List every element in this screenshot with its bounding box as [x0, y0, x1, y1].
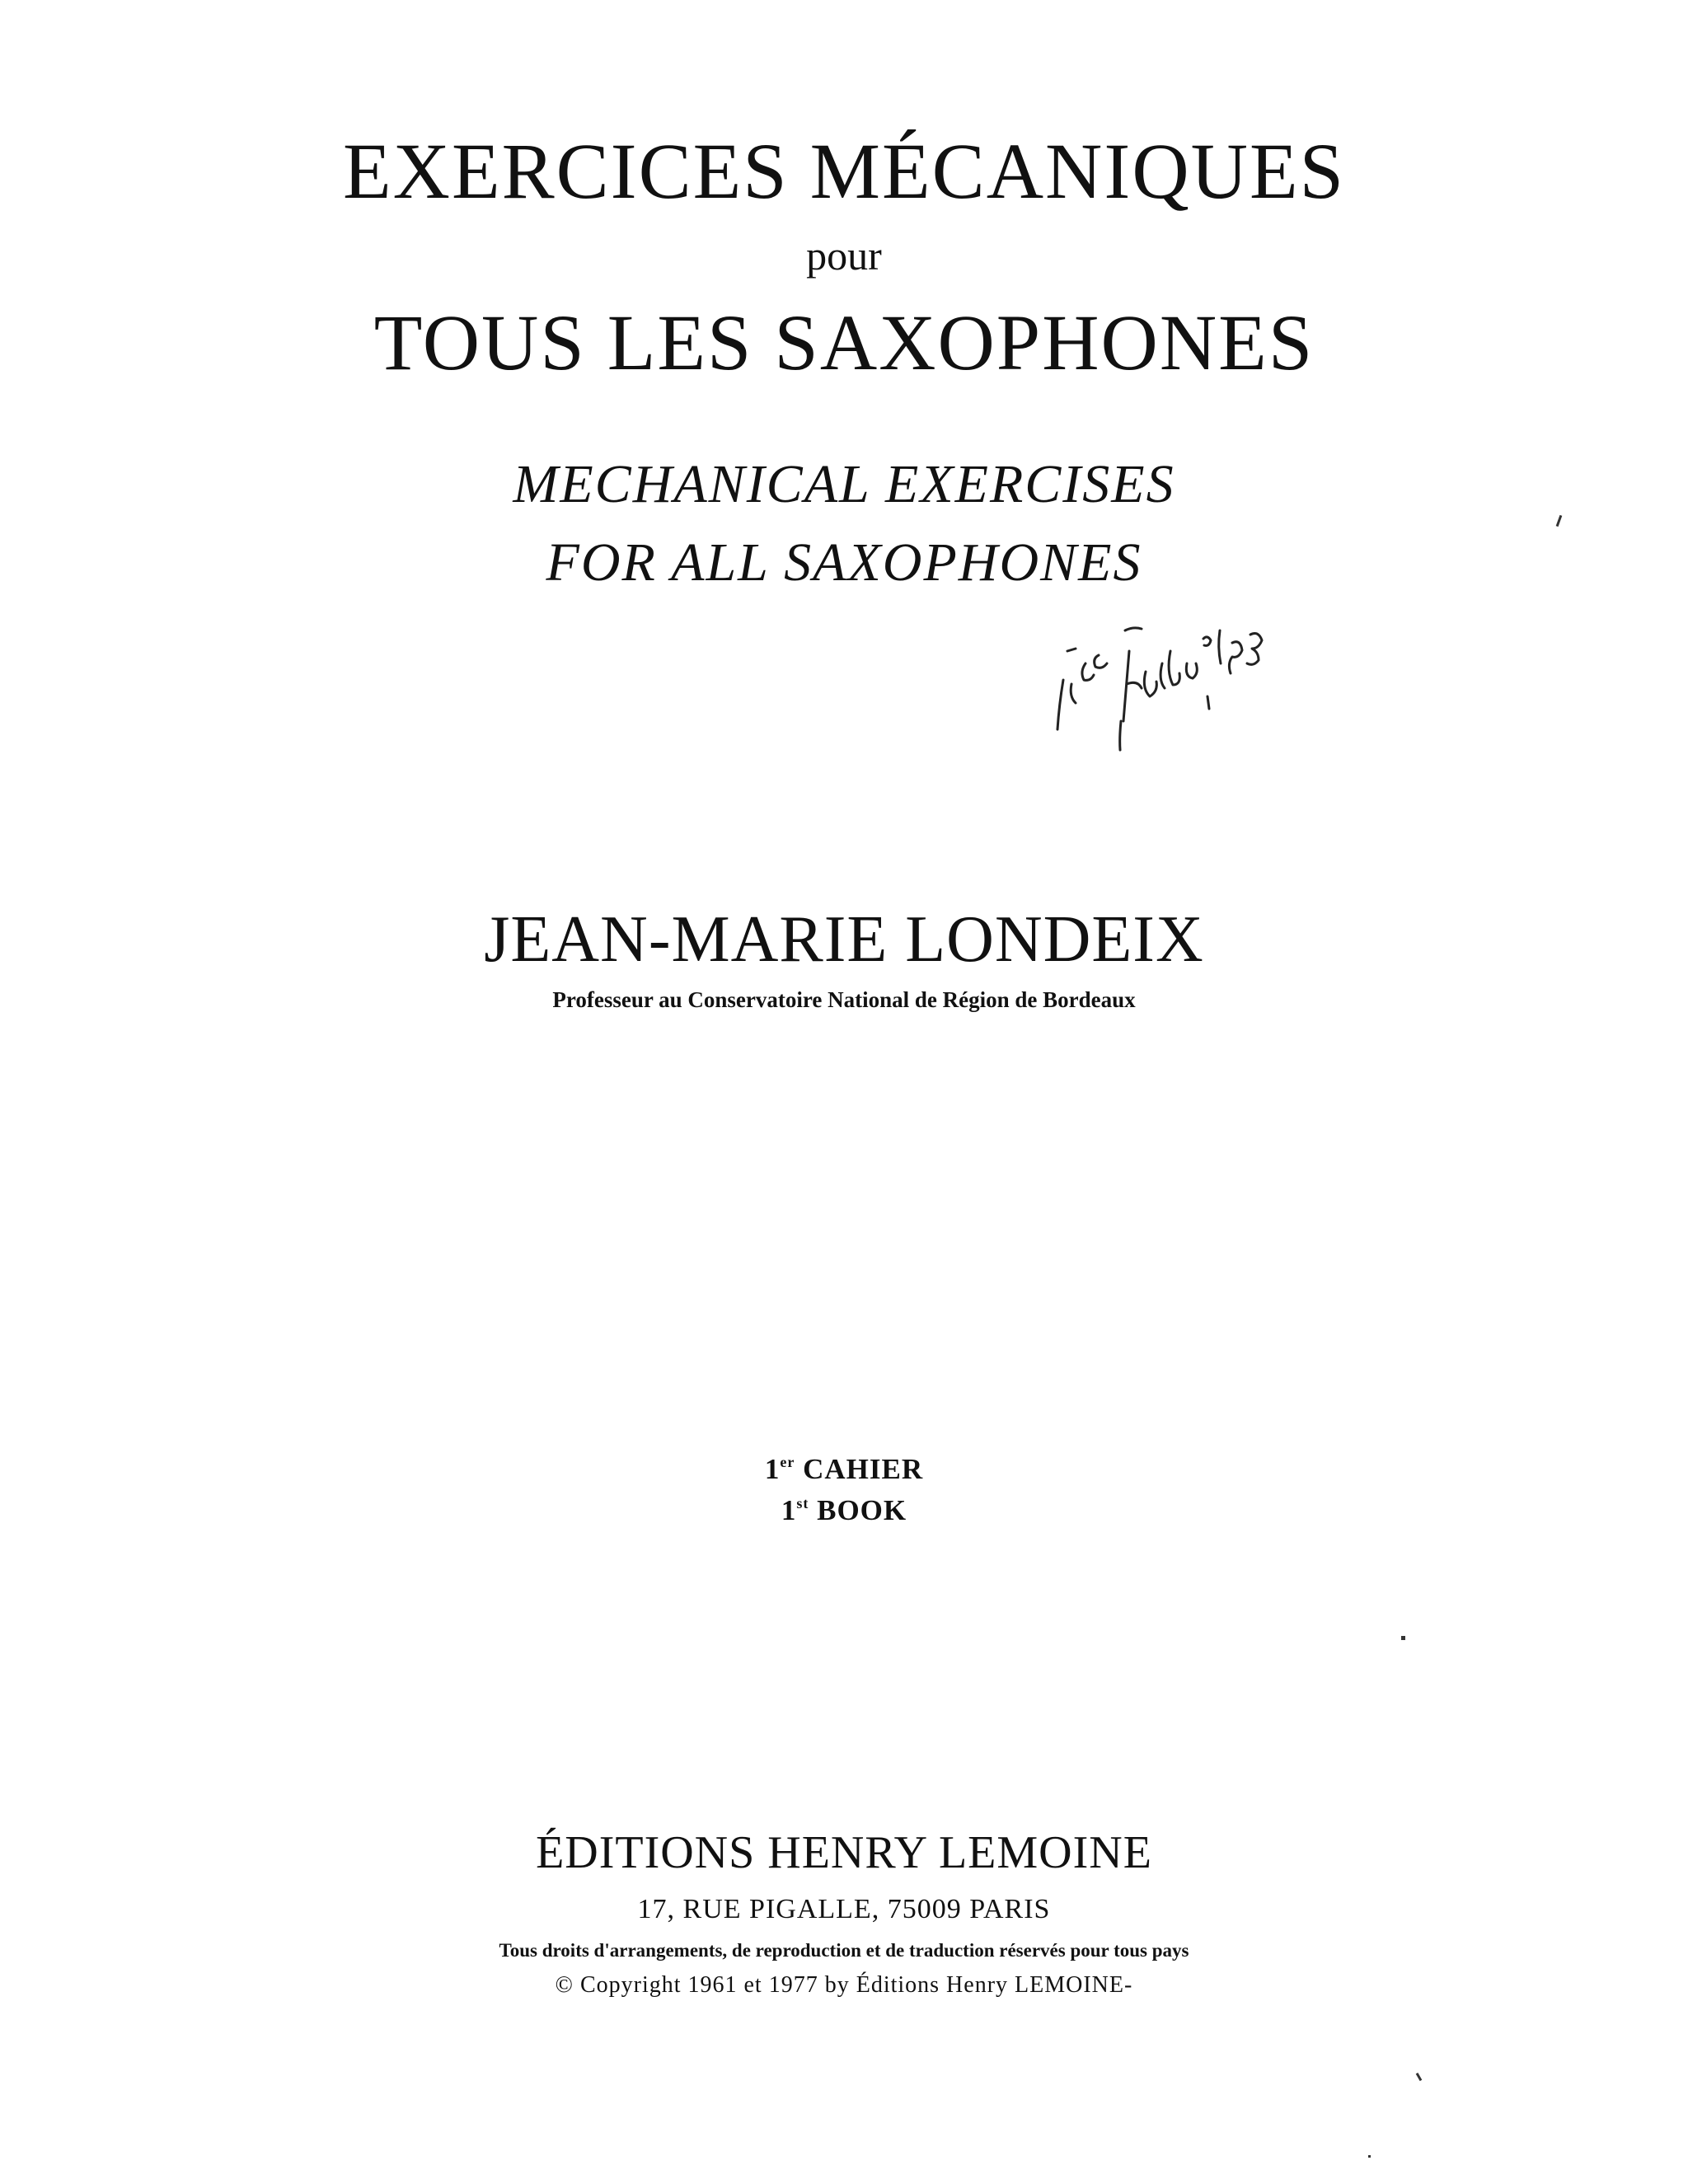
publisher-address: 17, RUE PIGALLE, 75009 PARIS	[637, 1894, 1051, 1924]
book-fr-number: 1	[764, 1453, 781, 1485]
book-fr-superscript: er	[780, 1454, 795, 1470]
publisher-name: ÉDITIONS HENRY LEMOINE	[536, 1827, 1152, 1878]
book-en-label: BOOK	[817, 1494, 907, 1526]
book-fr-label: CAHIER	[803, 1453, 924, 1485]
author-name: JEAN-MARIE LONDEIX	[484, 903, 1204, 976]
author-title: Professeur au Conservatoire National de Région de Bordeaux	[552, 987, 1136, 1012]
title-fr-pour: pour	[806, 232, 882, 279]
title-en-line1: MECHANICAL EXERCISES	[513, 454, 1175, 514]
scan-speck	[1416, 2073, 1423, 2081]
scan-speck	[1556, 515, 1563, 527]
book-fr	[0, 1455, 1688, 1483]
handwritten-signature	[1034, 606, 1364, 795]
scan-speck	[1368, 2155, 1371, 2158]
book-en-number: 1	[781, 1494, 797, 1526]
copyright-notice: © Copyright 1961 et 1977 by Éditions Henry LEMOINE-	[555, 1972, 1133, 1998]
book-en	[0, 1496, 1688, 1525]
rights-notice: Tous droits d'arrangements, de reproduction et de traduction réservés pour tous pays	[499, 1940, 1189, 1961]
title-fr-line1: EXERCICES MÉCANIQUES	[342, 127, 1346, 215]
book-en-superscript: st	[796, 1495, 809, 1511]
scan-speck	[1401, 1636, 1405, 1640]
title-en-line2: FOR ALL SAXOPHONES	[546, 532, 1142, 593]
title-fr-line2: TOUS LES SAXOPHONES	[373, 298, 1315, 387]
